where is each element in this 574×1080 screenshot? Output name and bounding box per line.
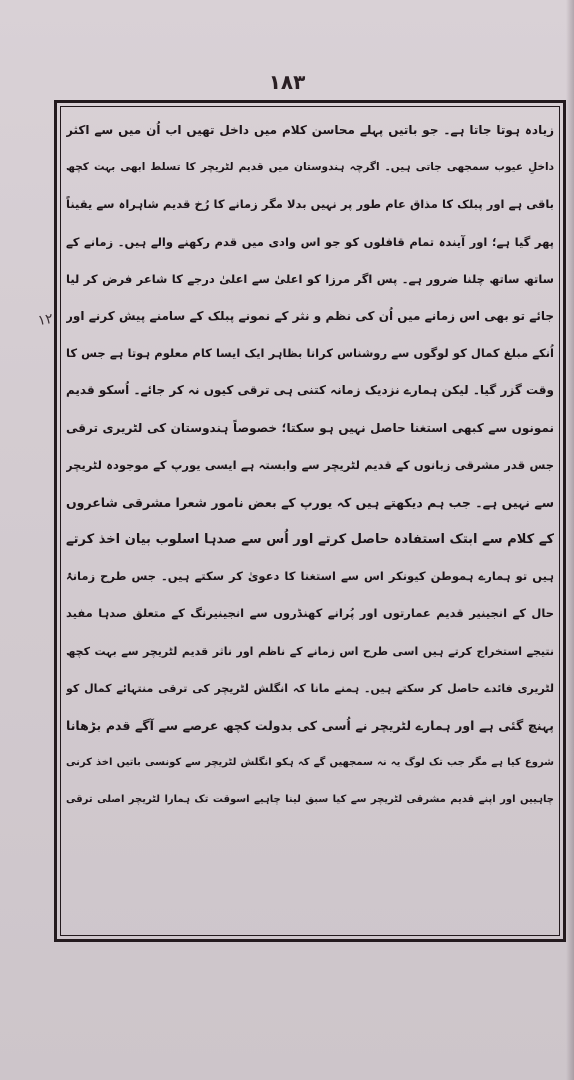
text-line: سے نہیں ہے۔ جب ہم دیکھتے ہیں کہ یورپ کے بعض نامور شعرا مشرقی شاعروں — [66, 494, 554, 510]
text-line: پہنچ گئی ہے اور ہمارے لٹریچر نے اُسی کی بدولت کچھ عرصے سے آگے قدم بڑھانا — [66, 718, 554, 733]
body-text — [66, 112, 554, 932]
margin-annotation: ۱۲ — [36, 310, 55, 330]
text-line: پھر گیا ہے؛ اور آیندہ تمام قافلوں کو جو اس وادی میں قدم رکھنے والے ہیں۔ زمانے کے — [66, 234, 554, 249]
text-line: حال کے انجینیر قدیم عمارتوں اور پُرانے کھنڈروں سے انجینیرنگ کے متعلق صدہا مفید — [66, 606, 554, 621]
text-line: لٹریری فائدے حاصل کر سکتے ہیں۔ ہمنے مانا کہ انگلش لٹریچر کی ترقی منتہائے کمال کو — [66, 681, 554, 695]
text-line: داخلِ عیوب سمجھی جاتی ہیں۔ اگرچہ ہندوستان میں قدیم لٹریچر کا تسلط ابھی بہت کچھ — [66, 161, 554, 174]
text-line: جائے تو بھی اس زمانے میں اُن کی نظم و نثر کے نمونے پبلک کے سامنے پیش کرنے اور — [66, 308, 554, 323]
text-line: شروع کیا ہے مگر جب تک لوگ یہ نہ سمجھیں گے کہ ہکو انگلش لٹریچر سے کونسی باتیں اخذ کرنی — [66, 757, 554, 769]
text-line: چاہییں اور اپنے قدیم مشرقی لٹریچر سے کیا سبق لینا چاہیے اسوقت تک ہمارا لٹریچر اصلی ترقی — [66, 794, 554, 806]
page-number: ۱۸۳ — [268, 70, 306, 94]
text-line: اُنکے مبلغ کمال کو لوگوں سے روشناس کرانا بظاہر ایک ایسا کام معلوم ہوتا ہے جس کا — [66, 346, 554, 361]
text-line: جس قدر مشرقی زبانوں کے قدیم لٹریچر سے وابستہ ہے ایسی یورپ کے موجودہ لٹریچر — [66, 457, 554, 472]
text-line: نمونوں سے کبھی استغنا حاصل نہیں ہو سکتا؛ خصوصاً ہندوستان کی لٹریری ترقی — [66, 420, 554, 435]
text-line: باقی ہے اور پبلک کا مذاق عام طور پر نہیں بدلا مگر زمانے کا رُخ قدیم شاہراہ سے یقیناً — [66, 197, 554, 212]
text-line: کے کلام سے ابتک استفادہ حاصل کرتے اور اُس سے صدہا اسلوب بیان اخذ کرتے — [66, 532, 554, 548]
text-line: وقت گزر گیا۔ لیکن ہمارے نزدیک زمانہ کتنی ہی ترقی کیوں نہ کر جائے۔ اُسکو قدیم — [66, 383, 554, 398]
text-line: ساتھ ساتھ چلنا ضرور ہے۔ پس اگر مرزا کو اعلیٰ سے اعلیٰ درجے کا شاعر فرض کر لیا — [66, 271, 554, 286]
text-line: نتیجے استخراج کرتے ہیں اسی طرح اس زمانے کے ناظم اور ناثر قدیم لٹریچر سے بہت کچھ — [66, 644, 554, 658]
page-edge-shadow — [566, 0, 574, 1080]
text-line: ہیں تو ہمارے ہموطن کیونکر اس سے استغنا کا دعویٰ کر سکتے ہیں۔ جس طرح زمانۂ — [66, 569, 554, 584]
text-line: زیادہ ہوتا جاتا ہے۔ جو باتیں پہلے محاسن کلام میں داخل تھیں اب اُن میں سے اکثر — [66, 123, 554, 137]
